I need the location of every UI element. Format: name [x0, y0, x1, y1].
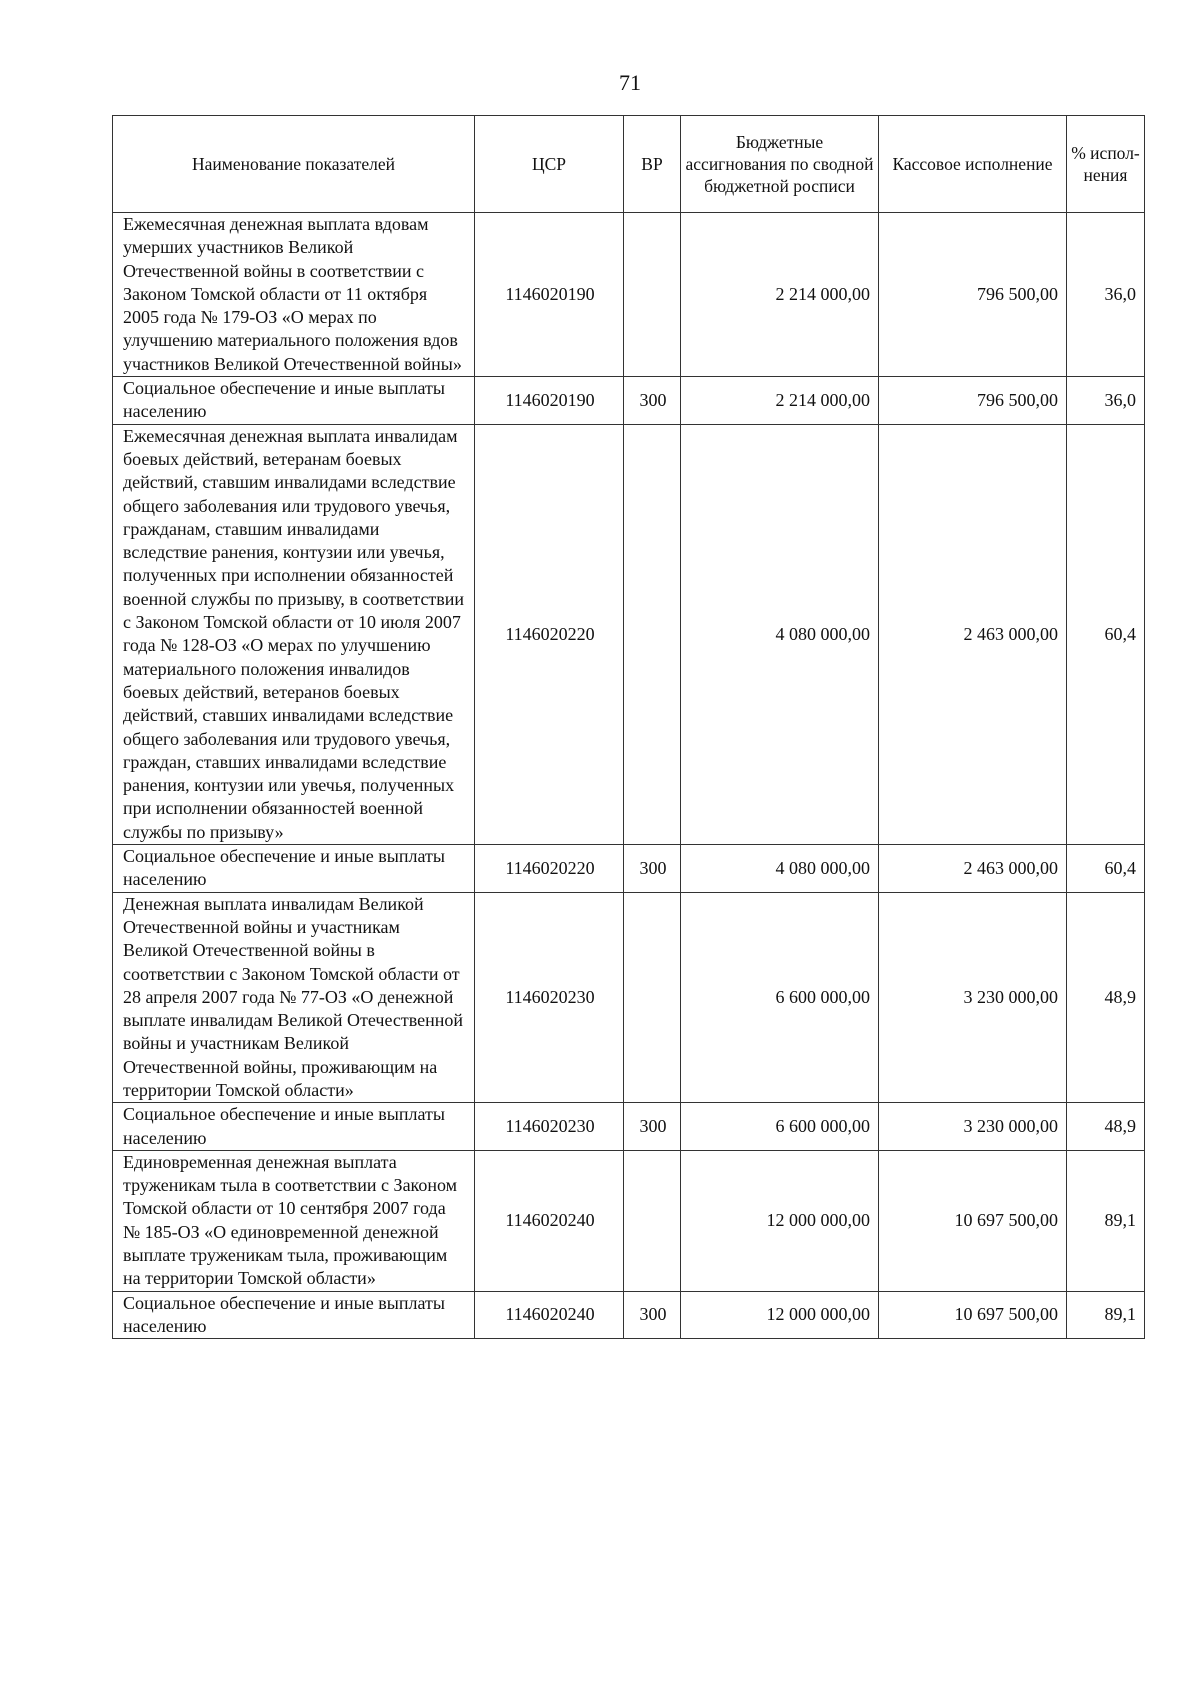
cell-assignments: 6 600 000,00 [681, 1103, 879, 1151]
cell-assignments: 4 080 000,00 [681, 845, 879, 893]
cell-pct: 36,0 [1067, 213, 1145, 377]
cell-pct: 89,1 [1067, 1291, 1145, 1339]
cell-name: Ежемесячная денежная выплата инвалидам боевых действий, ветеранам боевых действий, ставшим инвалидами вследствие общего заболевания или трудового увечья, гражданам, ставшим инвалидами вследствие ранения, контузии или увечья, полученных при исполнении обязанностей военной службы по призыву, в соответствии с Законом Томской области от 10 июля 2007 года № 128-ОЗ «О мерах по улучшению материального положения инвалидов боевых действий, ветеранов боевых действий, ставших инвалидами вследствие общего заболевания или трудового увечья, граждан, ставших инвалидами вследствие ранения, контузии или увечья, полученных при исполнении обязанностей военной службы по призыву» [113, 424, 475, 844]
header-cash: Кассовое исполнение [879, 116, 1067, 213]
cell-csr: 1146020190 [475, 377, 624, 425]
cell-name: Ежемесячная денежная выплата вдовам умерших участников Великой Отечественной войны в соответствии с Законом Томской области от 11 октября 2005 года № 179-ОЗ «О мерах по улучшению материального положения вдов участников Великой Отечественной войны» [113, 213, 475, 377]
cell-assignments: 12 000 000,00 [681, 1150, 879, 1291]
cell-csr: 1146020230 [475, 1103, 624, 1151]
budget-execution-table [112, 115, 1145, 1339]
cell-pct: 60,4 [1067, 424, 1145, 844]
cell-vr: 300 [624, 377, 681, 425]
cell-vr: 300 [624, 1291, 681, 1339]
cell-assignments: 4 080 000,00 [681, 424, 879, 844]
cell-csr: 1146020220 [475, 424, 624, 844]
cell-cash: 2 463 000,00 [879, 845, 1067, 893]
cell-csr: 1146020220 [475, 845, 624, 893]
header-vr: ВР [624, 116, 681, 213]
table-row [113, 424, 1145, 844]
cell-vr [624, 1150, 681, 1291]
cell-cash: 796 500,00 [879, 377, 1067, 425]
table-row [113, 377, 1145, 425]
header-name: Наименование показателей [113, 116, 475, 213]
header-pct: % испол-нения [1067, 116, 1145, 213]
cell-cash: 3 230 000,00 [879, 892, 1067, 1103]
cell-name: Социальное обеспечение и иные выплаты населению [113, 845, 475, 893]
cell-csr: 1146020190 [475, 213, 624, 377]
cell-pct: 89,1 [1067, 1150, 1145, 1291]
cell-assignments: 2 214 000,00 [681, 377, 879, 425]
cell-name: Социальное обеспечение и иные выплаты населению [113, 377, 475, 425]
table-row [113, 1291, 1145, 1339]
table-row [113, 213, 1145, 377]
table-row [113, 845, 1145, 893]
cell-name: Денежная выплата инвалидам Великой Отечественной войны и участникам Великой Отечественной войны в соответствии с Законом Томской области от 28 апреля 2007 года № 77-ОЗ «О денежной выплате инвалидам Великой Отечественной войны и участникам Великой Отечественной войны, проживающим на территории Томской области» [113, 892, 475, 1103]
cell-name: Единовременная денежная выплата труженикам тыла в соответствии с Законом Томской области от 10 сентября 2007 года № 185-ОЗ «О единовременной денежной выплате труженикам тыла, проживающим на территории Томской области» [113, 1150, 475, 1291]
cell-cash: 796 500,00 [879, 213, 1067, 377]
cell-vr [624, 213, 681, 377]
cell-assignments: 12 000 000,00 [681, 1291, 879, 1339]
cell-assignments: 2 214 000,00 [681, 213, 879, 377]
cell-vr: 300 [624, 1103, 681, 1151]
page-number: 71 [619, 70, 641, 95]
cell-csr: 1146020230 [475, 892, 624, 1103]
cell-name: Социальное обеспечение и иные выплаты населению [113, 1291, 475, 1339]
cell-pct: 36,0 [1067, 377, 1145, 425]
cell-name: Социальное обеспечение и иные выплаты населению [113, 1103, 475, 1151]
table-row [113, 1103, 1145, 1151]
cell-pct: 60,4 [1067, 845, 1145, 893]
cell-cash: 10 697 500,00 [879, 1291, 1067, 1339]
cell-vr [624, 892, 681, 1103]
cell-pct: 48,9 [1067, 1103, 1145, 1151]
cell-csr: 1146020240 [475, 1150, 624, 1291]
cell-cash: 3 230 000,00 [879, 1103, 1067, 1151]
cell-vr: 300 [624, 845, 681, 893]
cell-cash: 10 697 500,00 [879, 1150, 1067, 1291]
cell-csr: 1146020240 [475, 1291, 624, 1339]
cell-cash: 2 463 000,00 [879, 424, 1067, 844]
header-assignments: Бюджетные ассигнования по сводной бюджетной росписи [681, 116, 879, 213]
cell-vr [624, 424, 681, 844]
cell-pct: 48,9 [1067, 892, 1145, 1103]
table-header-row [113, 116, 1145, 213]
cell-assignments: 6 600 000,00 [681, 892, 879, 1103]
table-row [113, 1150, 1145, 1291]
table-row [113, 892, 1145, 1103]
header-csr: ЦСР [475, 116, 624, 213]
